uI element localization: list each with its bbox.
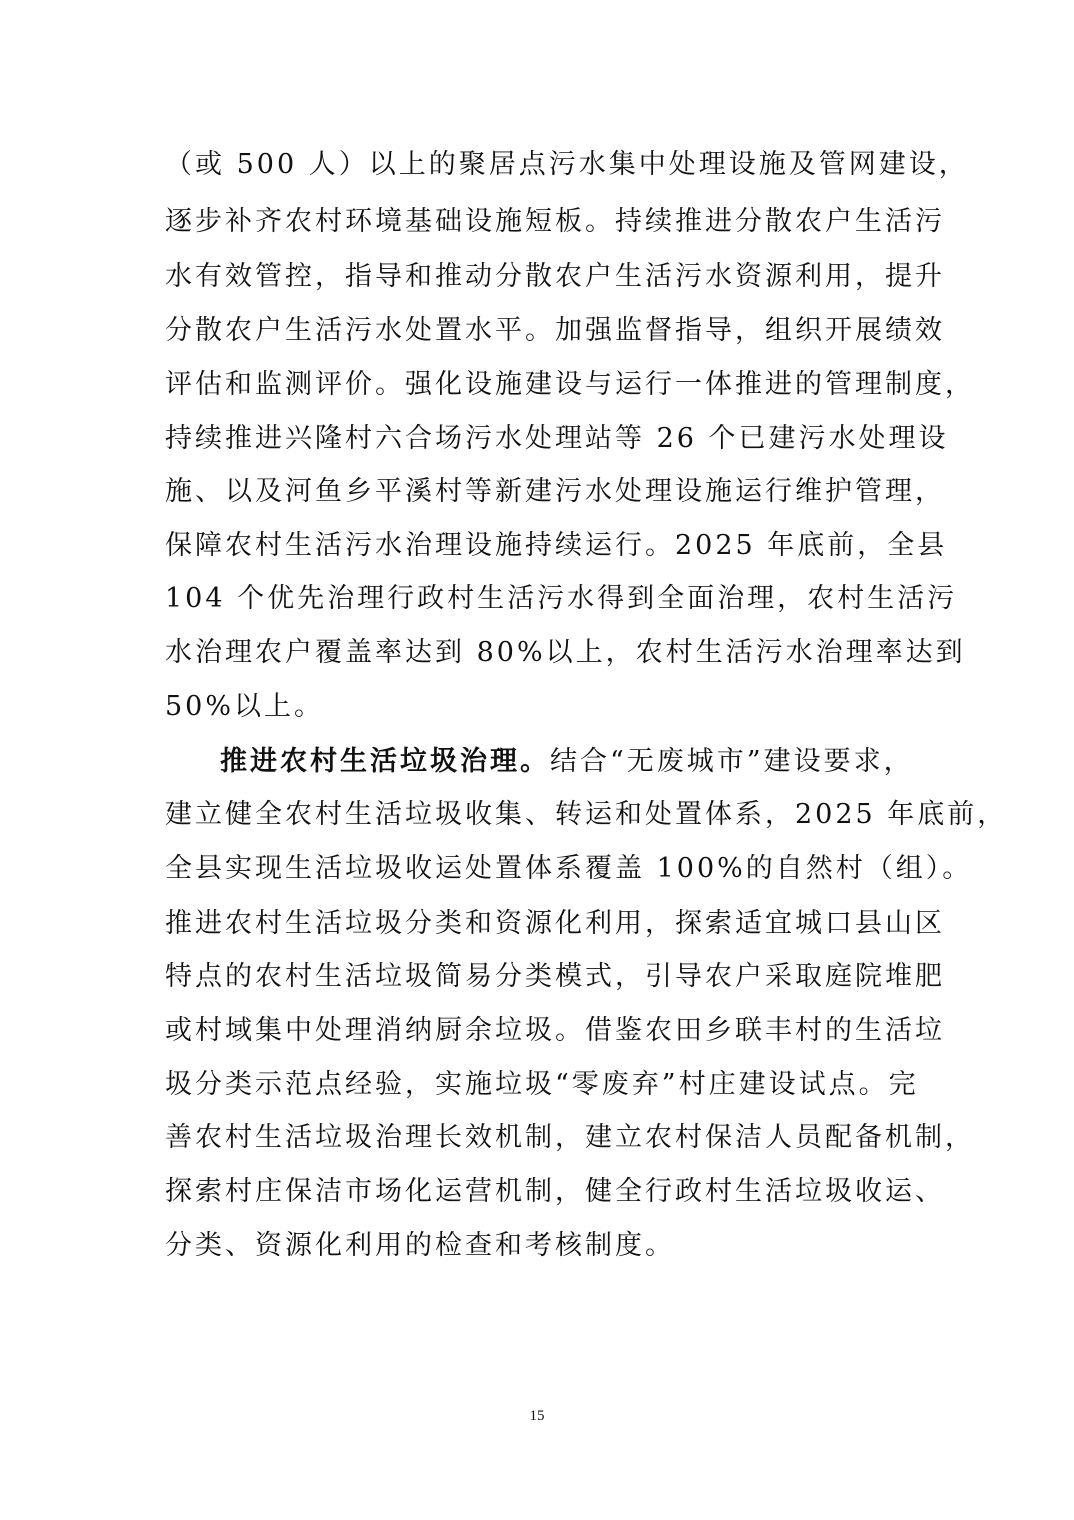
paragraph-line: 推进农村生活垃圾分类和资源化利用，探索适宜城口县山区: [165, 908, 945, 939]
paragraph-line: 或村域集中处理消纳厨余垃圾。借鉴农田乡联丰村的生活垃: [165, 1015, 945, 1046]
paragraph-line: 50%以上。: [165, 691, 325, 722]
paragraph-line: 水有效管控，指导和推动分散农户生活污水资源利用，提升: [165, 261, 945, 292]
paragraph-line: 分散农户生活污水处置水平。加强监督指导，组织开展绩效: [165, 315, 945, 346]
paragraph-line: 分类、资源化利用的检查和考核制度。: [165, 1230, 675, 1261]
paragraph-line: 104 个优先治理行政村生活污水得到全面治理，农村生活污: [165, 583, 958, 614]
paragraph-line: 特点的农村生活垃圾简易分类模式，引导农户采取庭院堆肥: [165, 961, 945, 992]
paragraph-line: 全县实现生活垃圾收运处置体系覆盖 100%的自然村（组）。: [165, 853, 973, 884]
paragraph-line: 持续推进兴隆村六合场污水处理站等 26 个已建污水处理设: [165, 423, 949, 454]
paragraph-heading: 推进农村生活垃圾治理。: [220, 746, 550, 777]
paragraph-line: 建立健全农村生活垃圾收集、转运和处置体系，2025 年底前，: [165, 799, 1008, 830]
paragraph-line: 评估和监测评价。强化设施建设与运行一体推进的管理制度，: [165, 369, 975, 400]
paragraph-line: 水治理农户覆盖率达到 80%以上，农村生活污水治理率达到: [165, 637, 966, 668]
paragraph-line: 保障农村生活污水治理设施持续运行。2025 年底前，全县: [165, 530, 948, 561]
paragraph-line: （或 500 人）以上的聚居点污水集中处理设施及管网建设，: [165, 149, 969, 180]
paragraph-line: 施、以及河鱼乡平溪村等新建污水处理设施运行维护管理，: [165, 476, 945, 507]
paragraph-line: 探索村庄保洁市场化运营机制，健全行政村生活垃圾收运、: [165, 1176, 945, 1207]
paragraph-line: 善农村生活垃圾治理长效机制，建立农村保洁人员配备机制，: [165, 1122, 975, 1153]
paragraph-first-line: [220, 745, 914, 779]
page-number: 15: [529, 1408, 545, 1424]
paragraph-line: 逐步补齐农村环境基础设施短板。持续推进分散农户生活污: [165, 206, 945, 237]
paragraph-line: 圾分类示范点经验，实施垃圾“零废弃”村庄建设试点。完: [165, 1069, 919, 1100]
paragraph-line-rest: 结合“无废城市”建设要求，: [550, 746, 914, 777]
